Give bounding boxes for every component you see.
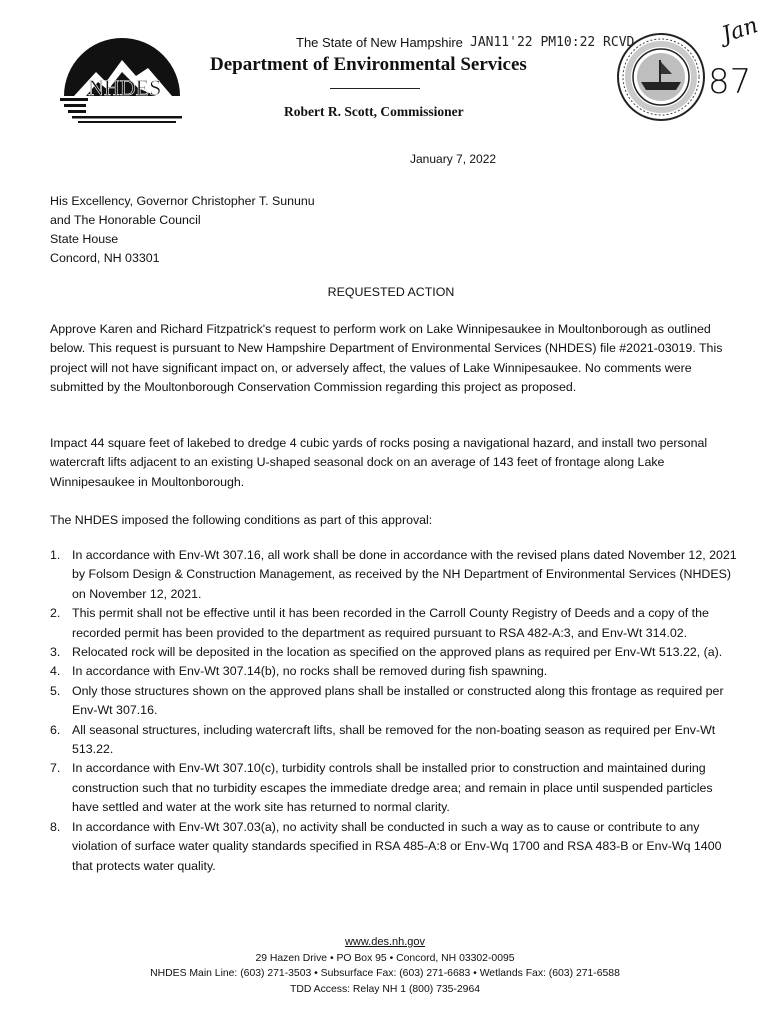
condition-text: In accordance with Env-Wt 307.16, all work shall be done in accordance with the revised plans dated November 12, 2021 by Folsom Design & Construction Management, as received by the NH Department of Environmental Services (NHDES) on November 12, 2021. — [72, 548, 737, 601]
list-item — [50, 643, 740, 662]
condition-text: Only those structures shown on the approved plans shall be installed or constructed along this frontage as required per Env-Wt 307.16. — [72, 683, 724, 718]
department-name: Department of Environmental Services — [210, 54, 527, 75]
website-link[interactable]: www.des.nh.gov — [344, 936, 426, 948]
svg-text:NHDES: NHDES — [88, 75, 162, 100]
received-stamp: JAN11'22 PM10:22 RCVD — [470, 35, 635, 50]
condition-text: In accordance with Env-Wt 307.10(c), turbidity controls shall be installed prior to construction and maintained during construction such that no turbidity escapes the immediate dredge area; and remain in place until suspended particles have settled and water at the work site has returned to normal clarity. — [72, 761, 713, 815]
condition-text: In accordance with Env-Wt 307.14(b), no rocks shall be removed during fish spawning. — [72, 664, 548, 679]
condition-text: All seasonal structures, including watercraft lifts, shall be removed for the non-boating season as required per Env-Wt 513.22. — [72, 722, 716, 757]
request-paragraph: Approve Karen and Richard Fitzpatrick's request to perform work on Lake Winnipesaukee in Moultonborough as outlined below. This request is pursuant to New Hampshire Department of Environmental Services (NHDES) file #2021-03019. This project will not have significant impact on, or adversely affect, the values of Lake Winnipesaukee. No comments were submitted by the Moultonborough Conservation Commission regarding this project as proposed. — [50, 322, 723, 394]
list-item — [50, 546, 740, 604]
addressee-line: State House — [50, 232, 119, 246]
conditions-list — [50, 546, 740, 876]
nhdes-logo — [56, 38, 188, 126]
footer-address: 29 Hazen Drive • PO Box 95 • Concord, NH 03302-0095 — [255, 952, 515, 964]
condition-text: Relocated rock will be deposited in the location as specified on the approved plans as required per Env-Wt 513.22, (a). — [72, 645, 723, 660]
list-number: 4. — [50, 664, 61, 679]
condition-text: In accordance with Env-Wt 307.03(a), no activity shall be conducted in such a way as to cause or contribute to any violation of surface water quality standards specified in RSA 485-A:8 or Env-Wq 1700 and RSA 483-B or Env-Wq 1400 that protects water quality. — [72, 819, 722, 873]
addressee-line: and The Honorable Council — [50, 213, 201, 227]
condition-text: This permit shall not be effective until it has been recorded in the Carroll County Registry of Deeds and a copy of the recorded permit has been provided to the department as required pursuant to RSA 482-A:3, and Env-Wt 314.02. — [72, 606, 709, 640]
list-number: 3. — [50, 645, 61, 660]
footer-phones: NHDES Main Line: (603) 271-3503 • Subsurface Fax: (603) 271-6683 • Wetlands Fax: (603) 271-6588 — [150, 968, 620, 979]
list-number: 7. — [50, 761, 61, 776]
list-number: 8. — [50, 819, 61, 834]
state-name: The State of New Hampshire — [296, 35, 463, 50]
list-item — [50, 682, 740, 721]
addressee-line: His Excellency, Governor Christopher T. Sununu — [50, 194, 315, 208]
impact-paragraph: Impact 44 square feet of lakebed to dredge 4 cubic yards of rocks posing a navigational hazard, and install two personal watercraft lifts adjacent to an existing U-shaped seasonal dock on an average of 143 feet of frontage along Lake Winnipesaukee in Moultonborough. — [50, 436, 708, 489]
handwritten-item-number: 87 — [708, 62, 752, 102]
list-number: 5. — [50, 683, 61, 698]
list-item — [50, 604, 740, 643]
list-number: 2. — [50, 606, 61, 621]
list-item — [50, 721, 740, 760]
conditions-intro: The NHDES imposed the following conditions as part of this approval: — [50, 513, 433, 527]
letter-date: January 7, 2022 — [410, 152, 497, 166]
list-item — [50, 662, 740, 681]
letter-footer — [0, 935, 770, 997]
list-item — [50, 759, 740, 817]
state-seal-icon — [616, 32, 706, 122]
commissioner-name: Robert R. Scott, Commissioner — [284, 104, 464, 119]
section-heading: REQUESTED ACTION — [327, 285, 455, 299]
list-number: 1. — [50, 548, 61, 562]
letterhead-rule — [330, 88, 420, 89]
footer-tdd: TDD Access: Relay NH 1 (800) 735-2964 — [290, 983, 480, 995]
handwritten-note: Jan — [719, 13, 762, 48]
addressee-block — [50, 192, 315, 268]
list-number: 6. — [50, 722, 61, 737]
list-item — [50, 818, 740, 876]
addressee-line: Concord, NH 03301 — [50, 251, 160, 265]
